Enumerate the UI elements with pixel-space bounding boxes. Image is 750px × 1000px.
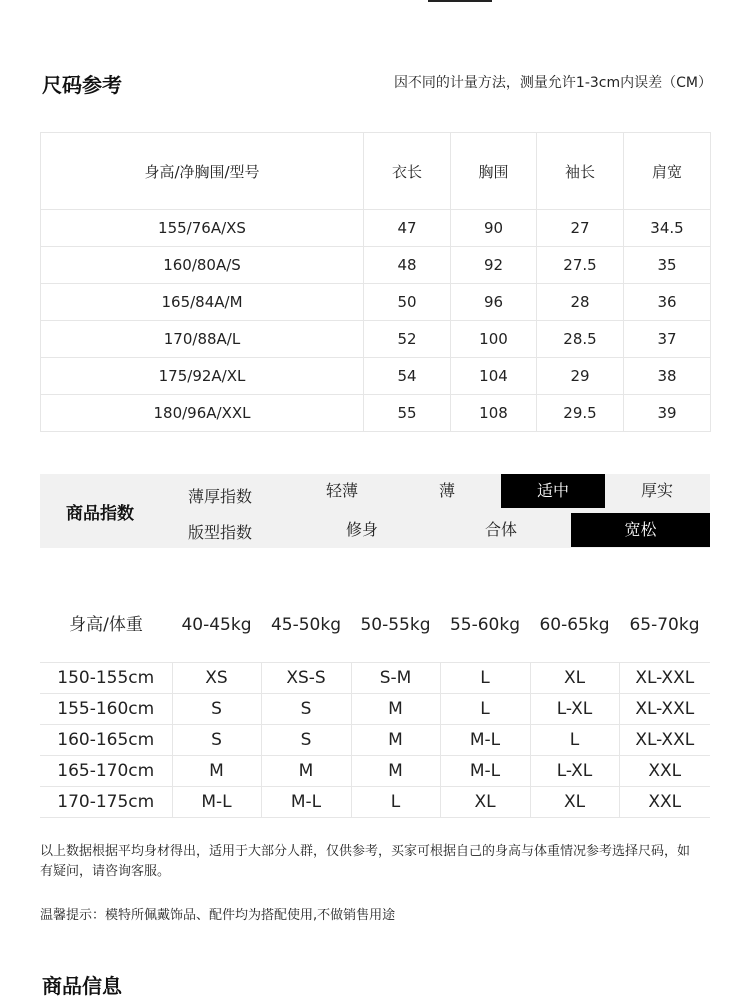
size-disclaimer-text: 以上数据根据平均身材得出，适用于大部分人群，仅供参考，买家可根据自己的身高与体重情况参考选择尺码，如有疑问，请咨询客服。 [40,844,691,879]
fit-option-slim: 修身 [345,520,378,539]
table-row [40,756,710,787]
thickness-option-thin: 薄 [438,481,455,500]
size-cell: 27 [537,210,624,247]
size-cell: 38 [624,358,711,395]
size-table-header-row [41,133,711,210]
table-row [41,284,711,321]
table-row [41,210,711,247]
size-cell: L-XL [530,694,619,725]
thickness-option-thick: 厚实 [640,481,673,500]
size-cell: M-L [261,787,351,818]
size-cell: XS-S [261,663,351,694]
size-cell: 52 [364,321,451,358]
size-cell: 170/88A/L [41,321,364,358]
size-cell: 48 [364,247,451,284]
size-cell: 90 [451,210,537,247]
size-header-cell: 胸围 [451,133,537,210]
size-cell: 34.5 [624,210,711,247]
thickness-option-light-thin: 轻薄 [325,481,358,500]
size-cell: XL [530,787,619,818]
size-header-cell: 肩宽 [624,133,711,210]
size-cell: L [351,787,440,818]
size-reference-table-wrapper [40,132,710,432]
size-cell: L [440,694,530,725]
table-row [41,358,711,395]
size-header-cell: 身高/净胸围/型号 [41,133,364,210]
size-cell: M-L [440,756,530,787]
size-cell: XL-XXL [619,725,710,756]
size-cell: 175/92A/XL [41,358,364,395]
size-cell: XL [440,787,530,818]
size-cell: XL-XXL [619,663,710,694]
size-reference-table [40,132,711,432]
size-cell: M [351,725,440,756]
height-weight-size-table [40,662,710,818]
table-row [40,694,710,725]
product-index-panel [40,474,710,548]
height-cell: 165-170cm [40,756,172,787]
size-cell: 55 [364,395,451,432]
size-cell: 96 [451,284,537,321]
height-cell: 160-165cm [40,725,172,756]
size-cell: M [172,756,261,787]
size-cell: M [351,694,440,725]
height-cell: 155-160cm [40,694,172,725]
size-cell: S [261,694,351,725]
size-cell: M [351,756,440,787]
weight-column-header: 55-60kg [449,615,521,635]
size-header-cell: 袖长 [537,133,624,210]
product-info-title: 商品信息 [42,974,122,998]
size-cell: 28.5 [537,321,624,358]
size-cell: 35 [624,247,711,284]
size-cell: 165/84A/M [41,284,364,321]
height-cell: 150-155cm [40,663,172,694]
size-cell: 29.5 [537,395,624,432]
thickness-index-label: 薄厚指数 [188,487,253,506]
size-cell: 100 [451,321,537,358]
size-cell: 104 [451,358,537,395]
fit-index-label: 版型指数 [188,523,253,542]
table-row [40,787,710,818]
size-cell: XS [172,663,261,694]
table-row [41,321,711,358]
size-cell: 108 [451,395,537,432]
size-cell: XL [530,663,619,694]
weight-column-header: 40-45kg [181,615,252,635]
size-cell: 28 [537,284,624,321]
size-cell: 160/80A/S [41,247,364,284]
table-row [41,395,711,432]
top-divider [428,0,492,2]
product-index-label: 商品指数 [66,504,134,524]
table-row [41,247,711,284]
weight-column-header: 65-70kg [629,615,700,635]
size-cell: 54 [364,358,451,395]
weight-column-header: 45-50kg [270,615,342,635]
size-cell: 50 [364,284,451,321]
size-cell: XXL [619,756,710,787]
size-cell: M [261,756,351,787]
size-cell: 37 [624,321,711,358]
size-cell: 155/76A/XS [41,210,364,247]
height-cell: 170-175cm [40,787,172,818]
size-cell: L-XL [530,756,619,787]
size-cell: XL-XXL [619,694,710,725]
size-cell: S-M [351,663,440,694]
size-cell: 27.5 [537,247,624,284]
weight-column-header: 60-65kg [539,615,610,635]
size-reference-title: 尺码参考 [42,73,122,97]
warm-tip-text: 温馨提示：模特所佩戴饰品、配件均为搭配使用,不做销售用途 [40,908,396,923]
size-cell: 47 [364,210,451,247]
fit-option-regular: 合体 [484,520,517,539]
size-cell: M-L [440,725,530,756]
fit-option-loose-selected: 宽松 [571,513,710,547]
size-cell: L [440,663,530,694]
table-row [40,725,710,756]
height-weight-corner-label: 身高/体重 [69,615,143,635]
size-cell: 36 [624,284,711,321]
size-cell: 39 [624,395,711,432]
thickness-option-medium-selected: 适中 [501,474,605,508]
size-cell: L [530,725,619,756]
table-row [40,663,710,694]
size-cell: S [172,725,261,756]
size-cell: S [172,694,261,725]
size-cell: S [261,725,351,756]
size-cell: 92 [451,247,537,284]
size-cell: M-L [172,787,261,818]
measurement-note: 因不同的计量方法，测量允许1-3cm内误差（CM） [393,75,712,91]
size-cell: 29 [537,358,624,395]
size-header-cell: 衣长 [364,133,451,210]
size-cell: XXL [619,787,710,818]
weight-column-header: 50-55kg [360,615,431,635]
size-cell: 180/96A/XXL [41,395,364,432]
